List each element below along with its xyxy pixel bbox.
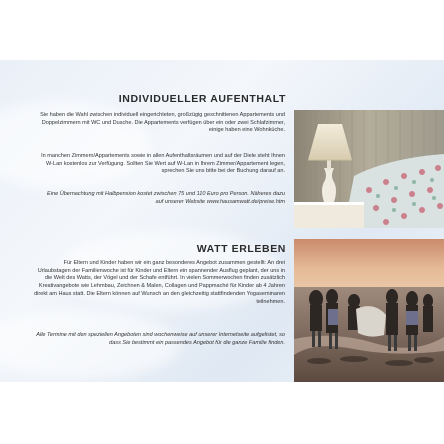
aufenthalt-price-note: Eine Übernachtung mit Halbpension kostet zwischen 75 und 110 Euro pro Person. Näheres dazu auf unserer Website www.hausamwatt.de/preise.htm — [47, 191, 285, 205]
aufenthalt-paragraph-1: Sie haben die Wahl zwischen individuell eingerichteten, großzügig geschnittenen Appartements und Doppelzimmern mit WC und Dusche. Die Appartements verfügen über ein oder zwei Schlafzimmer, einige haben eine Wohnküche. — [40, 112, 285, 134]
section-title-watt: WATT ERLEBEN — [196, 243, 286, 255]
brochure-page — [0, 60, 444, 382]
aufenthalt-paragraph-2: In manchen Zimmern/Appartements sowie in allen Aufenthaltsräumen und auf der Diele steht Ihnen W-Lan kostenlos zur Verfügung. Sollten Sie Wert auf W-Lan in Ihrem Zimmer/Appartement legen, sprechen Sie uns bitte bei der Buchung darauf an. — [41, 153, 285, 175]
watt-family-note: Alle Termine mit den speziellen Angeboten sind wochenweise auf unserer Internetseite aufgelistet, so dass Sie bestimmt ein passendes Angebot für die ganze Familie finden. — [36, 332, 285, 346]
section-title-aufenthalt: INDIVIDUELLER AUFENTHALT — [118, 93, 286, 105]
bedroom-lamp-photo — [294, 110, 444, 228]
mudflat-group-photo — [294, 239, 444, 382]
watt-paragraph-1: Für Eltern und Kinder haben wir ein ganz besonderes Angebot zusammen gestellt: An drei Urlaubstagen der Familienwoche ist für Kinder und Eltern ein spannender Ausflug geplant, der uns in die Welt des Watts, der Vögel und der Schafe entführt. In vielen Sommerwochen finden zusätzlich Kreativangebote wie Lehmbau, Zeichnen & Malen, Collagen und Pappmaché für Kinder ab 4 Jahren direkt am Haus statt. Die Eltern können auf Wunsch an den gleichzeitig stattfindenden Yogaseminaren teilnehmen. — [34, 260, 285, 305]
